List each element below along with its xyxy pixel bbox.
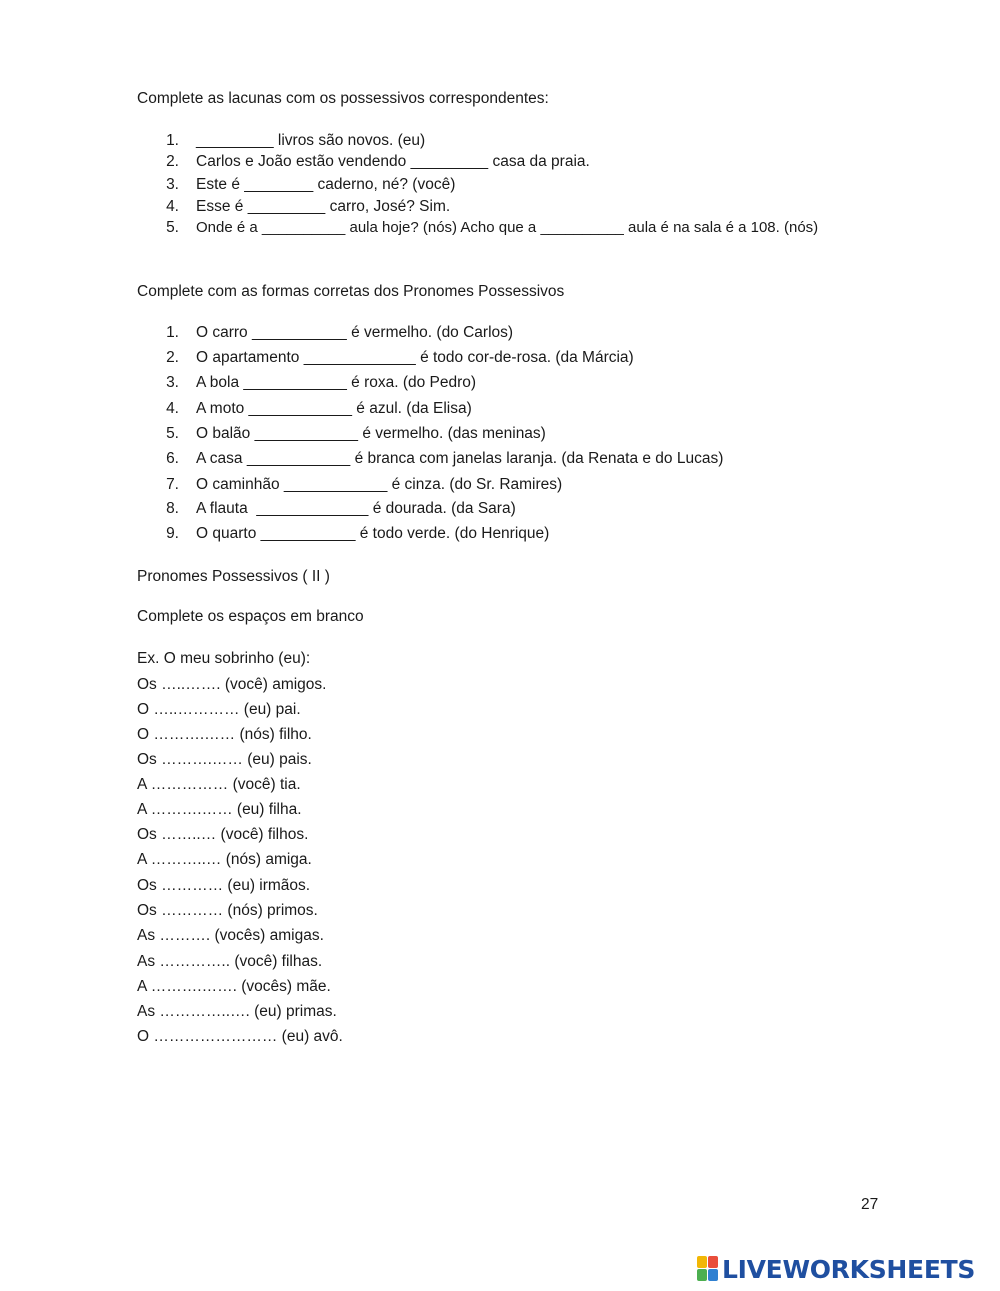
exercise-line: Os ………… (nós) primos. <box>137 902 318 919</box>
item-text: A flauta _____________ é dourada. (da Sara) <box>196 500 516 517</box>
item-text: Esse é _________ carro, José? Sim. <box>196 198 451 215</box>
item-number: 2. <box>166 349 179 366</box>
exercise-line: A ………..… (nós) amiga. <box>137 851 312 868</box>
exercise-line: A …………… (você) tia. <box>137 776 301 793</box>
item-number: 6. <box>166 450 179 467</box>
item-number: 5. <box>166 425 179 442</box>
item-number: 4. <box>166 400 179 417</box>
liveworksheets-logo[interactable] <box>697 1255 975 1283</box>
exercise-line: O …..………… (eu) pai. <box>137 701 301 718</box>
item-number: 7. <box>166 476 179 493</box>
item-number: 5. <box>166 219 179 236</box>
item-text: O carro ___________ é vermelho. (do Carlos) <box>196 324 514 341</box>
exercise-line: Os …..……. (você) amigos. <box>137 676 327 693</box>
exercise-line: O …………………… (eu) avô. <box>137 1028 343 1045</box>
item-text: O apartamento _____________ é todo cor-de-rosa. (da Márcia) <box>196 349 634 366</box>
example-line: Ex. O meu sobrinho (eu): <box>137 650 311 667</box>
exercise-line: Os ………… (eu) irmãos. <box>137 877 311 894</box>
item-number: 9. <box>166 525 179 542</box>
exercise-line: Os ……….…… (eu) pais. <box>137 751 312 768</box>
item-text: Este é ________ caderno, né? (você) <box>196 176 456 193</box>
item-text: _________ livros são novos. (eu) <box>196 132 426 149</box>
item-number: 1. <box>166 132 179 149</box>
liveworksheets-logo-icon <box>697 1256 719 1282</box>
section3-title: Pronomes Possessivos ( II ) <box>137 568 330 585</box>
item-text: A bola ____________ é roxa. (do Pedro) <box>196 374 477 391</box>
exercise-line: As ………. (vocês) amigas. <box>137 927 324 944</box>
exercise-line: A ……….…… (eu) filha. <box>137 801 302 818</box>
item-number: 4. <box>166 198 179 215</box>
exercise-line: A ……….……. (vocês) mãe. <box>137 978 331 995</box>
item-text: A casa ____________ é branca com janelas laranja. (da Renata e do Lucas) <box>196 450 724 467</box>
item-text: A moto ____________ é azul. (da Elisa) <box>196 400 472 417</box>
item-number: 2. <box>166 153 179 170</box>
item-text: Carlos e João estão vendendo _________ casa da praia. <box>196 153 590 170</box>
exercise-line: As ………….. (você) filhas. <box>137 953 323 970</box>
liveworksheets-logo-text: LIVEWORKSHEETS <box>722 1254 976 1284</box>
item-text: Onde é a __________ aula hoje? (nós) Acho que a __________ aula é na sala é a 108. (nós) <box>196 219 819 236</box>
item-text: O caminhão ____________ é cinza. (do Sr. Ramires) <box>196 476 563 493</box>
exercise-line: As …………..…. (eu) primas. <box>137 1003 337 1020</box>
item-number: 8. <box>166 500 179 517</box>
item-number: 3. <box>166 374 179 391</box>
page-number: 27 <box>861 1196 879 1213</box>
exercise-line: Os ……..… (você) filhos. <box>137 826 309 843</box>
section3-instruction: Complete os espaços em branco <box>137 608 364 625</box>
item-text: O quarto ___________ é todo verde. (do Henrique) <box>196 525 550 542</box>
item-number: 3. <box>166 176 179 193</box>
section2-instruction: Complete com as formas corretas dos Pronomes Possessivos <box>137 283 565 300</box>
section1-instruction: Complete as lacunas com os possessivos correspondentes: <box>137 90 549 107</box>
exercise-line: O ……….…… (nós) filho. <box>137 726 312 743</box>
item-number: 1. <box>166 324 179 341</box>
item-text: O balão ____________ é vermelho. (das meninas) <box>196 425 546 442</box>
